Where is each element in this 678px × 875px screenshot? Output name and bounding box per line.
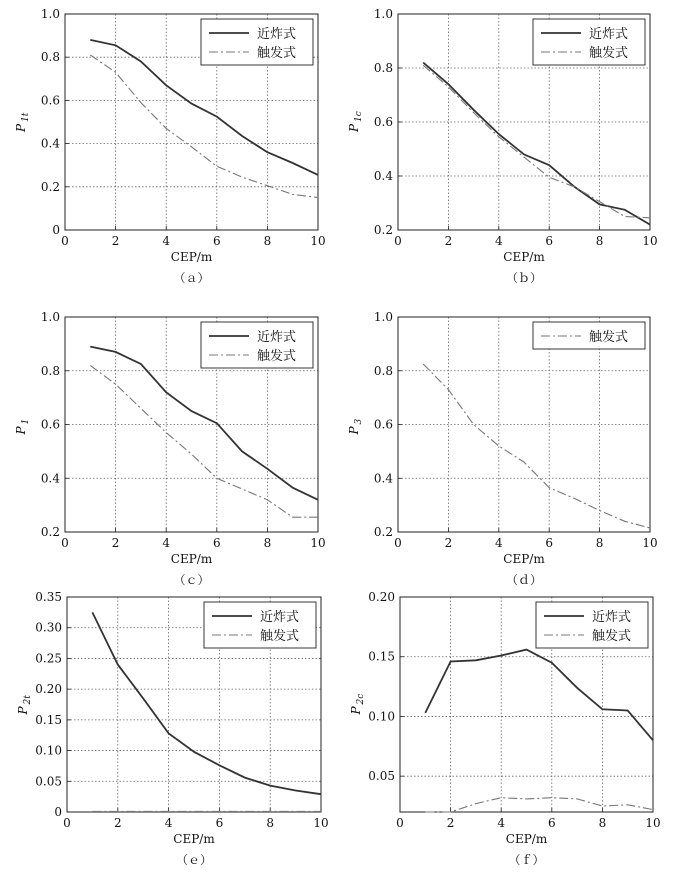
y-tick-label: 0.8 [373, 61, 393, 75]
legend-label: 触发式 [260, 629, 300, 644]
y-tick-label: 1.0 [373, 310, 393, 324]
chart-panel-b [347, 7, 658, 285]
y-axis-label [347, 111, 364, 133]
y-tick-label: 1.0 [40, 310, 60, 324]
y-tick-label: 0.30 [35, 620, 62, 635]
y-tick-label: 0.10 [35, 743, 62, 758]
y-axis-symbol: P [349, 706, 363, 715]
panel-caption: （ｃ） [173, 573, 210, 587]
y-axis-label [349, 694, 366, 716]
y-tick-label: 0.4 [40, 471, 60, 486]
x-tick-label: 4 [162, 234, 171, 248]
legend-label: 近炸式 [257, 27, 297, 42]
legend-label: 触发式 [589, 330, 629, 345]
y-tick-label: 0.05 [35, 774, 62, 789]
panel-caption: （ａ） [173, 271, 210, 285]
x-tick-label: 4 [162, 536, 171, 550]
y-tick-label: 0.10 [368, 709, 395, 724]
chart-panel-d [347, 310, 658, 587]
x-tick-label: 2 [444, 536, 453, 550]
legend-label: 近炸式 [589, 27, 629, 42]
y-axis-symbol: P [16, 706, 30, 715]
series-line-contact [425, 798, 653, 812]
series-line-contact [90, 55, 318, 198]
x-tick-label: 6 [545, 234, 554, 248]
y-tick-label: 0.35 [35, 590, 62, 604]
x-tick-label: 8 [266, 816, 275, 830]
y-tick-label: 1.0 [40, 7, 60, 21]
x-tick-label: 10 [310, 536, 326, 550]
x-tick-label: 4 [497, 816, 506, 830]
chart-panel-a [14, 7, 326, 285]
y-tick-label: 0.2 [373, 525, 393, 539]
x-axis-label: CEP/m [503, 552, 545, 566]
x-tick-label: 10 [645, 816, 661, 830]
x-tick-label: 2 [446, 816, 455, 830]
y-tick-label: 0.8 [373, 363, 393, 378]
y-tick-label: 0.05 [368, 769, 395, 784]
x-tick-label: 8 [595, 234, 604, 248]
x-tick-label: 6 [212, 234, 221, 248]
y-tick-label: 0.2 [40, 179, 60, 194]
x-axis-label: CEP/m [170, 250, 213, 264]
y-tick-label: 0.4 [373, 471, 393, 486]
y-axis-label [14, 419, 31, 436]
x-axis-label: CEP/m [173, 832, 215, 846]
legend [533, 322, 645, 349]
x-tick-label: 10 [310, 234, 326, 248]
legend [533, 19, 645, 65]
y-axis-subscript: 1c [354, 111, 364, 122]
legend [536, 602, 648, 648]
x-tick-label: 8 [598, 816, 607, 830]
x-tick-label: 0 [394, 234, 402, 248]
x-tick-label: 2 [111, 234, 120, 248]
y-tick-label: 0.15 [368, 649, 395, 664]
x-tick-label: 6 [215, 816, 224, 830]
x-tick-label: 8 [263, 234, 272, 248]
x-axis-label: CEP/m [503, 250, 545, 264]
x-tick-label: 4 [164, 816, 173, 830]
y-tick-label: 0.2 [373, 223, 393, 237]
legend [201, 322, 313, 368]
y-tick-label: 0.20 [35, 682, 62, 697]
x-tick-label: 4 [494, 536, 503, 550]
x-tick-label: 2 [113, 816, 122, 830]
y-tick-label: 0.4 [373, 169, 393, 183]
y-axis-subscript: 2c [356, 693, 366, 705]
x-tick-label: 6 [212, 536, 221, 550]
x-tick-label: 10 [642, 536, 658, 550]
x-tick-label: 2 [444, 234, 453, 248]
y-tick-label: 0 [54, 805, 62, 819]
y-tick-label: 1.0 [373, 7, 393, 21]
x-tick-label: 6 [547, 816, 556, 830]
x-tick-label: 8 [595, 536, 604, 550]
chart-panel-f [349, 590, 661, 867]
y-tick-label: 0.6 [373, 115, 393, 129]
y-axis-label [347, 419, 364, 436]
y-axis-subscript: 1 [21, 418, 31, 425]
y-axis-symbol: P [14, 426, 28, 435]
y-axis-symbol: P [347, 123, 361, 133]
legend [204, 602, 316, 648]
y-axis-label [14, 112, 31, 133]
x-tick-label: 8 [263, 536, 272, 550]
x-tick-label: 0 [394, 536, 402, 550]
panel-caption: （ｄ） [505, 573, 543, 587]
y-tick-label: 0.4 [40, 136, 60, 151]
y-tick-label: 0.15 [35, 712, 62, 727]
x-tick-label: 0 [61, 536, 69, 550]
y-axis-subscript: 3 [354, 418, 364, 425]
chart-panel-c [14, 310, 326, 587]
y-axis-subscript: 2t [23, 695, 33, 705]
series-line-contact [90, 365, 318, 517]
series-line-contact [423, 364, 650, 528]
series-line-proximity [90, 347, 318, 500]
y-tick-label: 0.2 [40, 525, 60, 539]
panel-caption: （ｂ） [505, 271, 543, 285]
x-tick-label: 2 [111, 536, 120, 550]
panel-caption: （ｆ） [508, 853, 545, 867]
y-tick-label: 0.25 [35, 651, 62, 666]
x-tick-label: 4 [494, 234, 503, 248]
y-axis-symbol: P [14, 123, 28, 133]
y-tick-label: 0.6 [373, 417, 393, 432]
x-axis-label: CEP/m [505, 832, 548, 846]
x-tick-label: 6 [545, 536, 554, 550]
legend-label: 触发式 [257, 46, 297, 61]
y-tick-label: 0 [52, 223, 60, 237]
y-tick-label: 0.6 [40, 417, 60, 432]
x-tick-label: 0 [63, 816, 71, 830]
legend-label: 触发式 [257, 349, 297, 364]
x-tick-label: 10 [642, 234, 658, 248]
legend-label: 近炸式 [592, 610, 632, 625]
y-tick-label: 0.20 [368, 590, 395, 604]
legend-label: 触发式 [589, 46, 629, 61]
legend-label: 近炸式 [260, 610, 300, 625]
x-tick-label: 0 [396, 816, 404, 830]
legend-label: 近炸式 [257, 330, 297, 345]
series-line-proximity [423, 63, 650, 225]
y-axis-label [16, 695, 33, 716]
y-tick-label: 0.8 [40, 50, 60, 65]
legend [201, 19, 313, 65]
x-tick-label: 0 [61, 234, 69, 248]
legend-label: 触发式 [592, 629, 632, 644]
y-tick-label: 0.6 [40, 93, 60, 108]
chart-panel-e [16, 590, 329, 867]
series-line-proximity [425, 650, 653, 741]
y-tick-label: 0.8 [40, 363, 60, 378]
x-tick-label: 10 [313, 816, 329, 830]
y-axis-symbol: P [347, 426, 361, 435]
panel-caption: （ｅ） [175, 853, 213, 867]
series-line-contact [423, 65, 650, 218]
y-axis-subscript: 1t [21, 112, 31, 122]
x-axis-label: CEP/m [170, 552, 213, 566]
